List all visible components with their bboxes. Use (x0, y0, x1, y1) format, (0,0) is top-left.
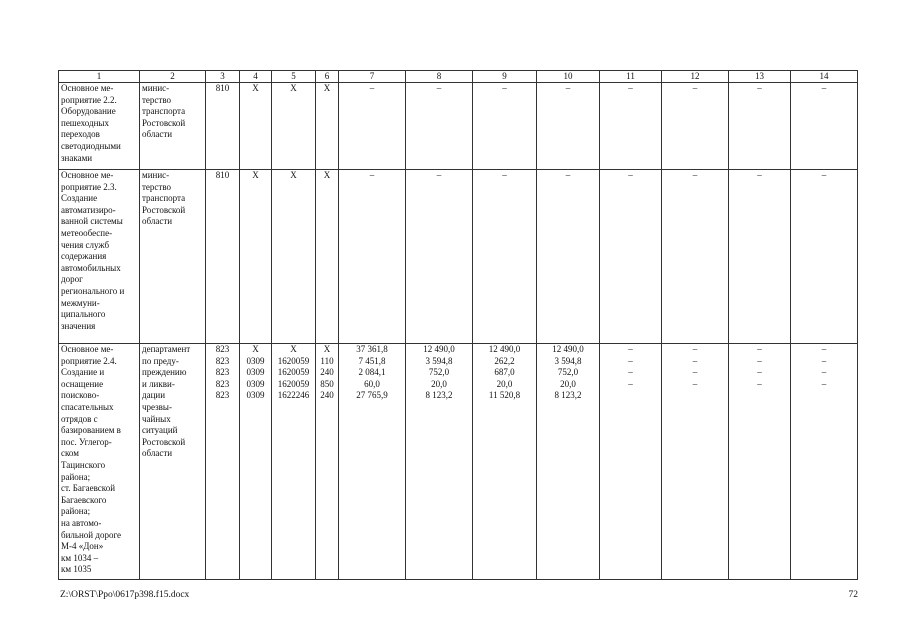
value-cell: – (600, 170, 662, 344)
value-cell: 12 490,0 3 594,8 752,0 20,0 8 123,2 (406, 344, 473, 580)
rzpr-cell: X (240, 83, 272, 170)
header-cell: 1 (59, 71, 140, 83)
table-row (59, 170, 858, 344)
grbs-cell: 810 (206, 170, 240, 344)
value-cell: – (537, 83, 600, 170)
header-cell: 11 (600, 71, 662, 83)
csr-cell: X (272, 170, 316, 344)
measure-name-cell: Основное ме- роприятие 2.2. Оборудование пешеходных переходов светодиодными знаками (59, 83, 140, 170)
header-cell: 10 (537, 71, 600, 83)
value-cell: – (339, 170, 406, 344)
executor-cell: минис- терство транспорта Ростовской области (140, 83, 206, 170)
header-cell: 9 (473, 71, 537, 83)
budget-table (58, 70, 858, 580)
page-number: 72 (848, 590, 858, 600)
value-cell: – (662, 83, 729, 170)
value-cell: – (662, 170, 729, 344)
header-cell: 6 (316, 71, 339, 83)
value-cell: – – – – (600, 344, 662, 580)
header-cell: 8 (406, 71, 473, 83)
value-cell: – (791, 170, 858, 344)
header-cell: 3 (206, 71, 240, 83)
header-cell: 5 (272, 71, 316, 83)
header-cell: 7 (339, 71, 406, 83)
executor-cell: минис- терство транспорта Ростовской области (140, 170, 206, 344)
grbs-cell: 823 823 823 823 823 (206, 344, 240, 580)
value-cell: – (600, 83, 662, 170)
value-cell: 37 361,8 7 451,8 2 084,1 60,0 27 765,9 (339, 344, 406, 580)
value-cell: 12 490,0 3 594,8 752,0 20,0 8 123,2 (537, 344, 600, 580)
rzpr-cell: X (240, 170, 272, 344)
vr-cell: X (316, 170, 339, 344)
value-cell: – (729, 170, 791, 344)
measure-name-cell: Основное ме- роприятие 2.3. Создание автоматизиро- ванной системы метеообеспе- чения служб содержания автомобильных дорог регионального и межмуни- ципального значения (59, 170, 140, 344)
value-cell: – (339, 83, 406, 170)
header-row (59, 71, 858, 83)
value-cell: – (406, 83, 473, 170)
vr-cell: X 110 240 850 240 (316, 344, 339, 580)
value-cell: 12 490,0 262,2 687,0 20,0 11 520,8 (473, 344, 537, 580)
csr-cell: X 1620059 1620059 1620059 1622246 (272, 344, 316, 580)
value-cell: – (406, 170, 473, 344)
header-cell: 14 (791, 71, 858, 83)
value-cell: – (537, 170, 600, 344)
value-cell: – – – – (662, 344, 729, 580)
table-row (59, 83, 858, 170)
value-cell: – – – – (729, 344, 791, 580)
header-cell: 2 (140, 71, 206, 83)
value-cell: – (791, 83, 858, 170)
value-cell: – – – – (791, 344, 858, 580)
value-cell: – (473, 170, 537, 344)
measure-name-cell: Основное ме- роприятие 2.4. Создание и оснащение поисково- спасательных отрядов с базированием в пос. Углегор- ском Тацинского района; ст. Багаевской Багаевского района; на автомо- бильной дороге М-4 «Дон» км 1034 – км 1035 (59, 344, 140, 580)
csr-cell: X (272, 83, 316, 170)
header-cell: 12 (662, 71, 729, 83)
table-row (59, 344, 858, 580)
grbs-cell: 810 (206, 83, 240, 170)
vr-cell: X (316, 83, 339, 170)
rzpr-cell: X 0309 0309 0309 0309 (240, 344, 272, 580)
header-cell: 13 (729, 71, 791, 83)
executor-cell: департамент по преду- преждению и ликви- дации чрезвы- чайных ситуаций Ростовской области (140, 344, 206, 580)
value-cell: – (729, 83, 791, 170)
document-file-path: Z:\ORST\Ppo\0617p398.f15.docx (60, 590, 190, 600)
header-cell: 4 (240, 71, 272, 83)
value-cell: – (473, 83, 537, 170)
